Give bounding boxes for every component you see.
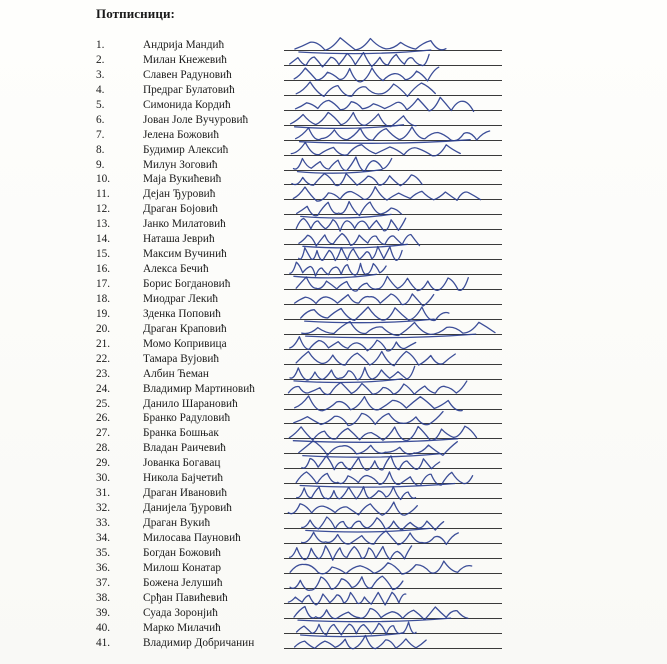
signatory-number: 25.: [96, 397, 111, 410]
signature-line: [284, 259, 502, 260]
signatory-name: Богдан Божовић: [143, 546, 221, 559]
signatory-number: 8.: [96, 143, 105, 156]
signatory-name: Борис Богдановић: [143, 278, 231, 290]
signatory-name: Суада Зоронјић: [143, 606, 218, 619]
signatory-number: 2.: [96, 53, 105, 66]
signatory-row: [0, 397, 667, 412]
signatory-number: 14.: [96, 233, 111, 246]
signatory-number: 9.: [96, 158, 105, 171]
signatory-row: [0, 546, 667, 561]
signature-line: [284, 468, 502, 469]
signatory-number: 13.: [96, 218, 111, 231]
signatory-row: [0, 217, 667, 232]
signature-line: [284, 199, 502, 200]
signatory-number: 26.: [96, 412, 111, 425]
signatory-name: Божена Јелушић: [143, 576, 223, 589]
signatory-name: Јелена Божовић: [143, 128, 220, 141]
signatory-row: [0, 262, 667, 277]
signatory-number: 37.: [96, 576, 111, 589]
signatory-name: Владимир Добричанин: [143, 636, 255, 649]
signature-line: [284, 170, 502, 171]
signatory-row: [0, 232, 667, 247]
signature-line: [284, 95, 502, 96]
signature-line: [284, 453, 502, 454]
signatory-list: [0, 38, 667, 650]
signatory-row: [0, 307, 667, 322]
signature-line: [284, 513, 502, 514]
signatory-row: [0, 367, 667, 382]
signatory-number: 5.: [96, 98, 105, 111]
signatory-number: 6.: [96, 113, 105, 126]
signatory-number: 16.: [96, 263, 111, 276]
signatory-name: Будимир Алексић: [143, 143, 229, 156]
signatory-row: [0, 621, 667, 636]
signatory-row: [0, 516, 667, 531]
signatory-row: [0, 337, 667, 352]
signatory-row: [0, 143, 667, 158]
signatory-row: [0, 636, 667, 651]
signatory-number: 7.: [96, 128, 105, 141]
signatory-name: Данијела Ђуровић: [143, 502, 232, 515]
signatory-number: 40.: [96, 621, 111, 634]
signatory-name: Миодраг Лекић: [143, 292, 219, 305]
signatory-number: 11.: [96, 188, 110, 201]
signatory-name: Андрија Мандић: [143, 39, 225, 51]
signatory-name: Јанко Милатовић: [143, 218, 226, 231]
signatory-name: Предраг Булатовић: [143, 83, 235, 96]
signatory-name: Маја Вукићевић: [143, 173, 222, 186]
signatory-name: Драган Бојовић: [143, 203, 218, 216]
signatory-row: [0, 247, 667, 262]
signatory-name: Марко Милачић: [143, 621, 221, 634]
signature-line: [284, 65, 502, 66]
signatory-row: [0, 591, 667, 606]
signatory-number: 17.: [96, 278, 111, 290]
signatory-number: 31.: [96, 487, 111, 500]
signatory-row: [0, 128, 667, 143]
signatory-number: 18.: [96, 292, 111, 305]
signatory-number: 32.: [96, 502, 111, 515]
signatory-row: [0, 83, 667, 98]
signatory-row: [0, 53, 667, 68]
signature-line: [284, 274, 502, 275]
signature-line: [284, 364, 502, 365]
signatory-number: 29.: [96, 457, 111, 470]
signatory-name: Милан Кнежевић: [143, 53, 227, 66]
signature-line: [284, 423, 502, 424]
signature-line: [284, 184, 502, 185]
signature-line: [284, 558, 502, 559]
signatory-row: [0, 158, 667, 173]
signatory-row: [0, 441, 667, 456]
signatory-row: [0, 411, 667, 426]
signatory-name: Владимир Мартиновић: [143, 382, 255, 395]
signatory-name: Славен Радуновић: [143, 68, 232, 81]
page-title: Потписници:: [96, 6, 175, 21]
signature-line: [284, 633, 502, 634]
signature-line: [284, 50, 502, 51]
signatory-number: 20.: [96, 322, 111, 335]
signatory-number: 39.: [96, 606, 111, 619]
signatory-name: Зденка Поповић: [143, 307, 221, 320]
signature-line: [284, 618, 502, 619]
signatory-row: [0, 172, 667, 187]
signatory-name: Тамара Вујовић: [143, 352, 220, 365]
signature-line: [284, 603, 502, 604]
signatory-number: 30.: [96, 472, 111, 485]
signatory-row: [0, 68, 667, 83]
signatory-row: [0, 471, 667, 486]
signatory-row: [0, 486, 667, 501]
signature-line: [284, 648, 502, 649]
signatory-row: [0, 456, 667, 471]
signatory-name: Јованка Богавац: [143, 457, 221, 470]
signatory-name: Данило Шарановић: [143, 397, 238, 410]
signatory-number: 36.: [96, 561, 111, 574]
signature-line: [284, 588, 502, 589]
signatory-name: Симонида Кордић: [143, 98, 231, 111]
signatory-row: [0, 277, 667, 292]
signature-line: [284, 498, 502, 499]
signatory-number: 33.: [96, 517, 111, 529]
signatory-number: 24.: [96, 382, 111, 395]
signature-line: [284, 110, 502, 111]
signatory-number: 15.: [96, 248, 111, 261]
signatory-name: Момо Копривица: [143, 337, 227, 350]
signatory-name: Драган Вукић: [143, 517, 211, 529]
signatory-row: [0, 38, 667, 53]
signature-line: [284, 155, 502, 156]
signature-line: [284, 304, 502, 305]
signatory-row: [0, 113, 667, 128]
signatory-row: [0, 576, 667, 591]
signature-line: [284, 289, 502, 290]
signatory-row: [0, 98, 667, 113]
signatory-number: 28.: [96, 442, 111, 455]
signature-line: [284, 125, 502, 126]
signatory-number: 21.: [96, 337, 111, 350]
signatory-name: Срђан Павићевић: [143, 591, 228, 604]
signatory-number: 23.: [96, 367, 111, 380]
signatory-name: Максим Вучинић: [143, 248, 227, 261]
signatory-number: 10.: [96, 173, 111, 186]
signature-line: [284, 214, 502, 215]
signature-line: [284, 140, 502, 141]
signatory-row: [0, 426, 667, 441]
signatory-name: Драган Ивановић: [143, 487, 227, 500]
signature-line: [284, 438, 502, 439]
signature-line: [284, 334, 502, 335]
signature-line: [284, 543, 502, 544]
signatory-row: [0, 187, 667, 202]
signatory-number: 1.: [96, 39, 105, 51]
signatory-row: [0, 561, 667, 576]
signatory-row: [0, 606, 667, 621]
signature-line: [284, 229, 502, 230]
signatory-name: Никола Бајчетић: [143, 472, 224, 485]
signature-line: [284, 394, 502, 395]
signature-line: [284, 349, 502, 350]
signatory-number: 27.: [96, 427, 111, 440]
signature-line: [284, 483, 502, 484]
signatory-name: Јован Јоле Вучуровић: [143, 113, 249, 126]
signatory-name: Бранко Радуловић: [143, 412, 231, 425]
signatory-row: [0, 501, 667, 516]
signatory-name: Алекса Бечић: [143, 263, 209, 276]
signatory-number: 38.: [96, 591, 111, 604]
signatory-name: Бранка Бошњак: [143, 427, 219, 440]
signatory-number: 12.: [96, 203, 111, 216]
signatory-row: [0, 531, 667, 546]
signatory-row: [0, 382, 667, 397]
signature-line: [284, 319, 502, 320]
signatory-number: 22.: [96, 352, 111, 365]
signature-line: [284, 528, 502, 529]
signatory-number: 4.: [96, 83, 105, 96]
signatory-number: 19.: [96, 307, 111, 320]
signatory-name: Милун Зоговић: [143, 158, 218, 171]
signature-line: [284, 244, 502, 245]
signatory-number: 41.: [96, 636, 111, 649]
signatory-row: [0, 352, 667, 367]
signatory-number: 34.: [96, 531, 111, 544]
signatory-name: Милош Конатар: [143, 561, 222, 574]
signatory-number: 3.: [96, 68, 105, 81]
signatory-name: Албин Ћеман: [143, 367, 209, 380]
signatory-name: Наташа Јеврић: [143, 233, 215, 246]
signature-line: [284, 573, 502, 574]
signature-line: [284, 379, 502, 380]
signatory-row: [0, 202, 667, 217]
signatory-name: Дејан Ђуровић: [143, 188, 216, 201]
signatory-number: 35.: [96, 546, 111, 559]
signatory-name: Владан Раичевић: [143, 442, 226, 455]
signature-line: [284, 409, 502, 410]
signatory-name: Драган Краповић: [143, 322, 227, 335]
signatory-row: [0, 292, 667, 307]
signature-line: [284, 80, 502, 81]
signatory-row: [0, 322, 667, 337]
signatory-name: Милосава Пауновић: [143, 531, 241, 544]
